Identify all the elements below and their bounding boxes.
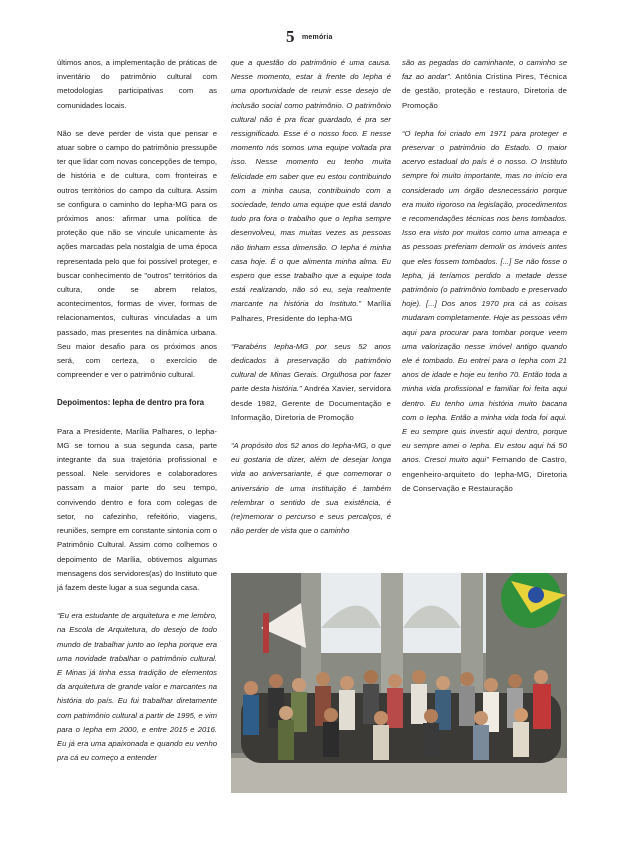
text-column-1 (57, 56, 217, 779)
paragraph: Não se deve perder de vista que pensar e atuar sobre o campo do patrimônio pressupõe ter que lidar com novas concepções de tempo, de história e de cultura, com fronteiras e outros territórios do campo da cultura. Assim se configura o caminho do Iepha-MG para os próximos anos: afirmar uma política de proteção que não se vincule unicamente às ações marcadas pela nostalgia de uma época representada pelo que foi possível proteger, e buscar conhecimento de "outros" territórios da cultura, onde se abrem relatos, acontecimentos, formas de viver, formas de relacionamentos, culturas vinculadas a um passado, mas presentes na dinâmica urbana. Seu maior desafio para os próximos anos será, com certeza, o exercício de compreender e ver o patrimônio cultural. (57, 128, 217, 380)
testimonial-quote: “A propósito dos 52 anos do Iepha-MG, o que eu gostaria de dizer, além de desejar longa vida ao aniversariante, é que comemorar o aniversário de uma instituição é também relembrar o sentido de sua existência, é (re)memorar o percurso e seus percalços, é não perder de vista que o caminho (231, 441, 391, 536)
group-photo-illustration (231, 573, 567, 793)
testimonial-quote: são as pegadas do caminhante, o caminho se faz ao andar”. (402, 58, 567, 82)
paragraph: Para a Presidente, Marília Palhares, o Iepha-MG se tornou a sua segunda casa, parte integrante da sua trajetória profissional e pessoal. Nele servidores e colaboradores passam a maior parte do seu tempo, convivendo dentro e fora com colegas de setor, no cafezinho, refeitório, viagens, reuniões, sempre em constante sintonia com o Patrimônio Cultural. Assim como colhemos o depoimento de Marília, obtivemos algumas mensagens dos servidores(as) do Instituto que já fazem deste lugar a sua segunda casa. (57, 426, 217, 592)
paragraph: últimos anos, a implementação de práticas de inventário do patrimônio cultural com metodologias participativas com as comunidades locais. (57, 58, 217, 110)
testimonial-credit: Andréa Xavier, servidora desde 1982, Gerente de Documentação e Informação, Diretoria de Promoção (231, 384, 391, 422)
testimonial-quote: “Eu era estudante de arquitetura e me lembro, na Escola de Arquitetura, do desejo de todo mundo de trabalhar junto ao Iepha porque era uma novidade trabalhar o patrimônio cultural. E Minas já tinha essa tradição de elementos da arquitetura de grande valor e marcantes na história do país. Eu fui trabalhar diretamente com patrimônio cultural a partir de 1995, e vim para o Iepha em 2000, e entre 2015 e 2016. Eu já era uma apaixonada e quando eu venho pra cá eu começo a entender (57, 611, 217, 763)
testimonial-quote: “O Iepha foi criado em 1971 para proteger e preservar o patrimônio do Estado. O maior acervo estadual do país é o nosso. O Instituto sempre foi muito importante, mas no início era considerado um órgão desnecessário porque era muito rigoroso na legislação, procedimentos e recomendações técnicas nos bens tombados. Isso era visto por muitos como uma ameaça e as pessoas preferiam demolir os imóveis antes que eles fossem tombados. [...] Se não fosse o Iepha, já teríamos perdido a metade desse patrimônio (o patrimônio tombado e preservado hoje). [...] Dos anos 1970 pra cá as coisas mudaram completamente. Hoje as pessoas vêm aqui para procurar para tombar porque veem uma valorização nesse imóvel antigo quando ele é tombado. Eu entrei para o Iepha com 21 anos de idade e hoje eu tenho 70. Então toda a minha vida profissional e familiar foi feita aqui dentro. Eu tenho uma história muito bacana com o Iepha. Então a minha vida toda foi aqui. E eu sempre quis investir aqui dentro, porque eu sempre amei o Iepha. Eu estou aqui há 50 anos. Cresci muito aqui” (402, 128, 567, 465)
testimonial-quote: que a questão do patrimônio é uma causa. Nesse momento, estar à frente do Iepha é uma oportunidade de reunir esse desejo de inclusão social como patrimônio. O patrimônio cultural não é pra ficar guardado, é pra ser ressignificado. Esse é o nosso foco. E nesse momento nós somos uma equipe voltada pra isso. Nesse momento eu tenho muita felicidade em saber que eu estou contribuindo com a minha causa, contribuindo com a sociedade, tendo uma equipe que está dando tudo pra fora o trabalho que o Iepha sempre desenvolveu, mas muitas vezes as pessoas não tinham essa dimensão. O Iepha é minha casa hoje. É o que alimenta minha alma. Eu espero que esse trabalho que a equipe toda está realizando, não só eu, seja realmente marcante na história do Instituto.” (231, 58, 391, 309)
testimonial-credit: Marília Palhares, Presidente do Iepha-MG (231, 299, 391, 323)
testimonial-credit: Antônia Cristina Pires, Técnica de gestão, proteção e restauro, Diretoria de Promoção (402, 72, 568, 110)
testimonial-quote: “Parabéns Iepha-MG por seus 52 anos dedicados à preservação do patrimônio cultural de Minas Gerais. Orgulhosa por fazer parte desta história.” (231, 341, 391, 394)
group-photo (231, 573, 567, 793)
section-heading: Depoimentos: Iepha de dentro pra fora (57, 398, 205, 408)
page-number: 5 (286, 27, 295, 46)
text-column-3 (402, 56, 567, 510)
text-column-2 (231, 56, 391, 553)
section-name: memória (302, 34, 333, 41)
testimonial-credit: Fernando de Castro, engenheiro-arquiteto do Iepha-MG, Diretoria de Conservação e Restauração (402, 455, 568, 493)
